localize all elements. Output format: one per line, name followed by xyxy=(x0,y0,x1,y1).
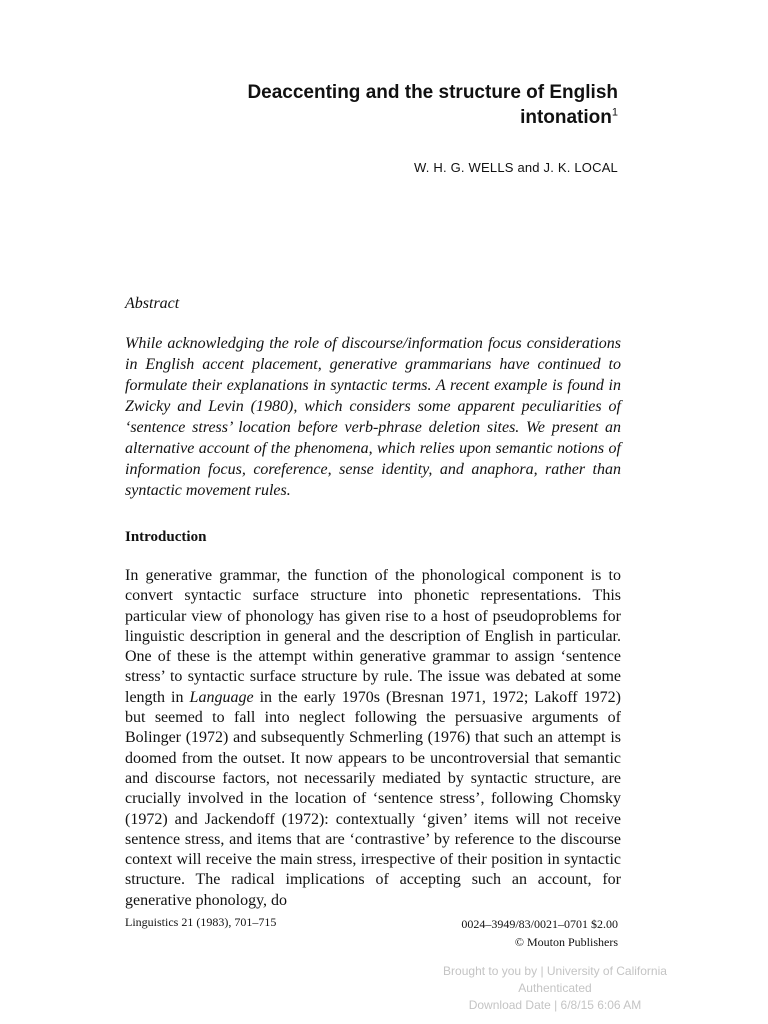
footer-publisher-info xyxy=(461,915,618,951)
footer-code: 0024–3949/83/0021–0701 $2.00 xyxy=(461,917,618,931)
introduction-heading: Introduction xyxy=(125,529,207,545)
abstract-heading: Abstract xyxy=(125,295,180,312)
introduction-body xyxy=(125,566,621,911)
article-title xyxy=(138,80,618,130)
journal-name: Language xyxy=(189,688,254,706)
title-footnote-marker: 1 xyxy=(611,106,618,119)
abstract-body: While acknowledging the role of discourse/information focus considerations in English accent placement, generative grammarians have continued to formulate their explanations in syntactic terms. A recent example is found in Zwicky and Levin (1980), which considers some apparent peculiarities of ‘sentence stress’ location before verb-phrase deletion sites. We present an alternative account of the phenomena, which relies upon semantic notions of information focus, coreference, sense identity, and anaphora, rather than syntactic movement rules. xyxy=(125,335,621,499)
introduction-text-part-2: in the early 1970s (Bresnan 1971, 1972; Lakoff 1972) but seemed to fall into neglect following the persuasive arguments of Bolinger (1972) and subsequently Schmerling (1976) that such an attempt is doomed from the outset. It now appears to be uncontroversial that semantic and discourse factors, not necessarily mediated by syntactic structure, are crucially involved in the location of ‘sentence stress’, following Chomsky (1972) and Jackendoff (1972): contextually ‘given’ items will not receive sentence stress, and items that are ‘contrastive’ by reference to the discourse context will receive the main stress, irrespective of their position in syntactic structure. The radical implications of accepting such an account, for generative phonology, do xyxy=(125,688,622,909)
footer-publisher: © Mouton Publishers xyxy=(514,935,618,949)
watermark-line-1: Brought to you by | University of California xyxy=(443,964,667,978)
title-line-1: Deaccenting and the structure of English xyxy=(247,82,618,103)
watermark-line-2: Authenticated xyxy=(518,981,592,995)
watermark-line-3: Download Date | 6/8/15 6:06 AM xyxy=(468,998,642,1012)
footer-citation: Linguistics 21 (1983), 701–715 xyxy=(125,915,277,929)
article-authors: W. H. G. WELLS and J. K. LOCAL xyxy=(414,160,618,175)
access-watermark xyxy=(430,963,680,1014)
title-line-2: intonation xyxy=(520,107,612,128)
introduction-text-part-1: In generative grammar, the function of the phonological component is to convert syntactic surface structure into phonetic representations. This particular view of phonology has given rise to a host of pseudoproblems for linguistic description in general and the description of English in particular. One of these is the attempt within generative grammar to assign ‘sentence stress’ to syntactic surface structure by rule. The issue was debated at some length in xyxy=(125,567,621,706)
